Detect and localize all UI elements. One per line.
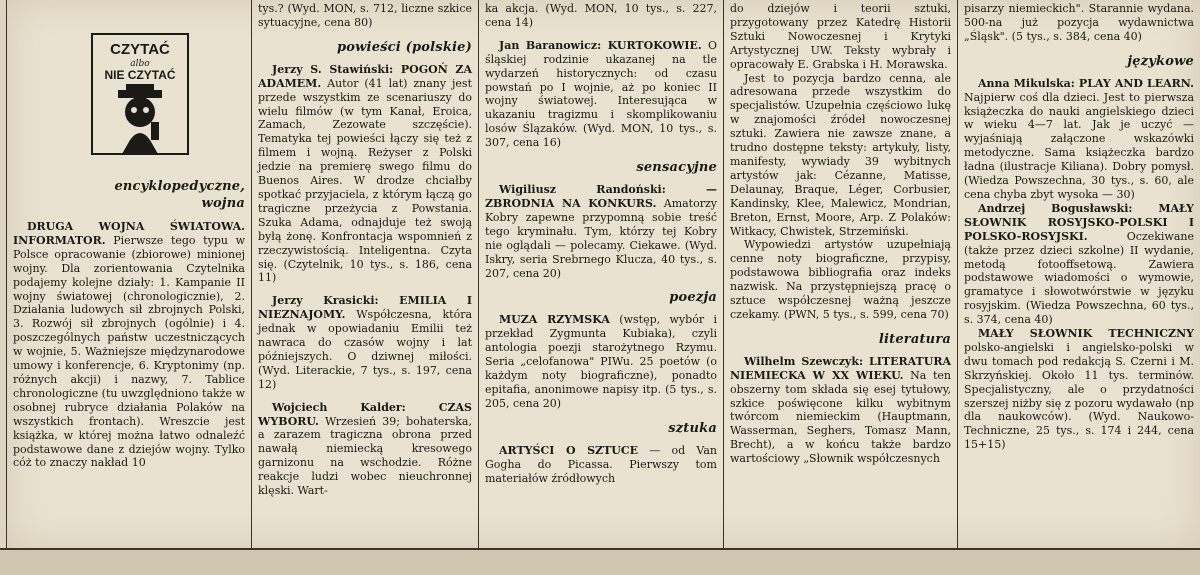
svg-text:CZYTAĆ: CZYTAĆ xyxy=(110,41,170,58)
article-paragraph: Jest to pozycja bardzo cenna, ale adresowana przede wszystkim do specjalistów. Uzupełnia częściowo lukę w znajomości źródeł nowoczesnej sztuki. Zawiera nie zawsze znane, a trudno dostępne teksty: artykuły, listy, manifesty, wywiady 39 wybitnych artystów jak: Cézanne, Matisse, Delaunay, Braque, Léger, Corbusier, Kandinsky, Klee, Malewicz, Mondrian, Breton, Ernst, Moore, Arp. Z Polaków: Witkacy, Chwistek, Strzemiński. xyxy=(730,71,951,238)
article-paragraph: MUZA RZYMSKA (wstęp, wybór i przekład Zygmunta Kubiaka), czyli antologia poezji starożytnego Rzymu. Seria „celofanowa" PIWu. 25 poetów (o każdym noty biograficzne), ponadto epitafia, anonimowe napisy itp. (5 tys., s. 205, cena 20) xyxy=(485,313,718,410)
article-paragraph: Wojciech Kalder: CZAS WYBORU. Wrzesień 39; bohaterska, a zarazem tragiczna obrona przed nawałą niemiecką kresowego garnizonu na wschodzie. Różne reakcje ludzi wobec nieuchronnej klęski. Wart- xyxy=(258,400,472,498)
section-heading: sensacyjne xyxy=(636,160,717,176)
article-paragraph: Wypowiedzi artystów uzupełniają cenne noty biograficzne, przypisy, podstawowa bibliografia oraz indeks nazwisk. Na przystępniejszą pracę o sztuce współczesnej ważną jeszcze czekamy. (PWN, 5 tys., s. 599, cena 70) xyxy=(730,238,951,321)
continued-text: do dziejów i teorii sztuki, przygotowany przez Katedrę Historii Sztuki Nowoczesnej i Krytyki Artystycznej UW. Teksty wybrały i opracowały E. Grabska i H. Morawska. xyxy=(730,2,951,71)
section-heading: powieści (polskie) xyxy=(337,39,472,55)
section-heading: literatura xyxy=(878,331,951,347)
column-3 xyxy=(479,0,723,548)
article-paragraph: Anna Mikulska: PLAY AND LEARN. Najpierw coś dla dzieci. Jest to pierwsza książeczka do nauki angielskiego dzieci w wieku 4—7 lat. Jak je uczyć — wyjaśniają załączone wskazówki metodyczne. Sama książeczka bardzo ładna (ilustracje Kiliana). Dobry pomysł. (Wiedza Powszechna, 30 tys., s. 60, ale cena chyba zbyt wysoka — 30) xyxy=(964,76,1194,201)
article-paragraph: Andrzej Bogusławski: MAŁY SŁOWNIK ROSYJSKO-POLSKI I POLSKO-ROSYJSKI. Oczekiwane (także przez dzieci szkolne) II wydanie, metodą fotooffsetową. Zawiera podstawowe wiadomości o wymowie, gramatyce i słowotwórstwie w języku rosyjskim. (Wiedza Powszechna, 60 tys., s. 374, cena 40) xyxy=(964,201,1194,327)
article-paragraph: Jerzy Krasicki: EMILIA I NIEZNAJOMY. Współczesna, która jednak w opowiadaniu Emilii też nawraca do czasów wojny i lat późniejszych. O dziwnej miłości. (Wyd. Literackie, 7 tys., s. 197, cena 12) xyxy=(258,294,473,391)
article-paragraph: MAŁY SŁOWNIK TECHNICZNY polsko-angielski i angielsko-polski w dwu tomach pod redakcją S. Czerni i M. Skrzyńskiej. Około 11 tys. terminów. Specjalistyczny, ale o przydatności szerszej niżby się z pozoru wydawało (np dla naukowców). (Wyd. Naukowo-Techniczne, 25 tys., s. 174 i 244, cena 15+15) xyxy=(964,327,1194,452)
column-4 xyxy=(724,0,957,548)
article-paragraph: Jerzy S. Stawiński: POGOŃ ZA ADAMEM. Autor (41 lat) znany jest przede wszystkim ze scenariuszy do wielu filmów (w tym Kanał, Eroica, Zamach, Zezowate szczęście). Tematyka tej powieści łączy się też z filmem i wojną. Reżyser z Polski jedzie na premierę swego filmu do Buenos Aires. W drodze chciałby spotkać przyjaciela, z którym łączą go tragiczne przeżycia z Powstania. Szuka Adama, odnajduje też swoją byłą żonę. Konfrontacja wspomnień z rzeczywistością. Inteligentna. Czyta się. (Czytelnik, 10 tys., s. 186, cena 11) xyxy=(258,62,472,285)
column-1 xyxy=(7,0,251,548)
article-paragraph: DRUGA WOJNA ŚWIATOWA. INFORMATOR. Pierwsze tego typu w Polsce opracowanie (zbiorowe) minionej wojny. Dla zorientowania Czytelnika podajemy kolejne działy: 1. Kampanie II wojny światowej (chronologicznie), 2. Działania ludowych sił zbrojnych Polski, 3. Rozwój sił zbrojnych (ogólnie) i 4. poszczególnych państw uczestniczących w wojnie, 5. Ważniejsze międzynarodowe umowy i konferencje, 6. Kryptonimy (np. różnych akcji) i nazwy, 7. Tablice chronologiczne (tu uwzględniono także w osobnej rubryce działania Polaków na wszystkich frontach). Wreszcie jest książka, w której można łatwo odnaleźć podstawowe dane z dziejów wojny. Tylko cóż to znaczy nakład 10 xyxy=(13,220,245,470)
section-heading: encyklopedyczne, wojna xyxy=(114,179,245,211)
continued-text: pisarzy niemieckich". Starannie wydana. 500-na już pozycja wydawnictwa „Śląsk". (5 tys., s. 384, cena 40) xyxy=(964,2,1194,43)
article-paragraph: ARTYŚCI O SZTUCE — od Van Gogha do Picassa. Pierwszy tom materiałów źródłowych xyxy=(485,443,718,485)
section-heading: sztuka xyxy=(668,420,717,436)
svg-text:NIE CZYTAĆ: NIE CZYTAĆ xyxy=(104,68,176,82)
section-heading: językowe xyxy=(1127,53,1194,69)
section-heading: poezja xyxy=(669,290,717,306)
svg-text:albo: albo xyxy=(130,59,150,69)
bottom-strip xyxy=(0,548,1200,575)
article-paragraph: Jan Baranowicz: KURTOKOWIE. O śląskiej rodzinie ukazanej na tle wydarzeń historycznych: od czasu powstań po I wojnie, aż po koniec II wojny światowej. Interesująca w ukazaniu tragizmu i skomplikowaniu losów Ślązaków. (Wyd. MON, 10 tys., s. 307, cena 16) xyxy=(485,38,717,150)
continued-text: tys.? (Wyd. MON, s. 712, liczne szkice sytuacyjne, cena 80) xyxy=(258,2,472,29)
continued-text: ka akcja. (Wyd. MON, 10 tys., s. 227, cena 14) xyxy=(485,2,717,29)
article-paragraph: Wigiliusz Randoński: — ZBRODNIA NA KONKURS. Amatorzy Kobry zapewne przypomną sobie treść tego kryminału. Tym, którzy tej Kobry nie oglądali — polecamy. Ciekawe. (Wyd. Iskry, seria Srebrnego Klucza, 40 tys., s. 207, cena 20) xyxy=(485,183,717,280)
column-2 xyxy=(252,0,478,548)
column-5 xyxy=(958,0,1200,548)
article-paragraph: Wilhelm Szewczyk: LITERATURA NIEMIECKA W XX WIEKU. Na ten obszerny tom składa się esej tytułowy, szkice poświęcone kilku wybitnym twórcom niemieckim (Hauptmann, Wasserman, Seghers, Tomasz Mann, Brecht), a w końcu także bardzo wartościowy „Słownik współczesnych xyxy=(730,354,951,466)
